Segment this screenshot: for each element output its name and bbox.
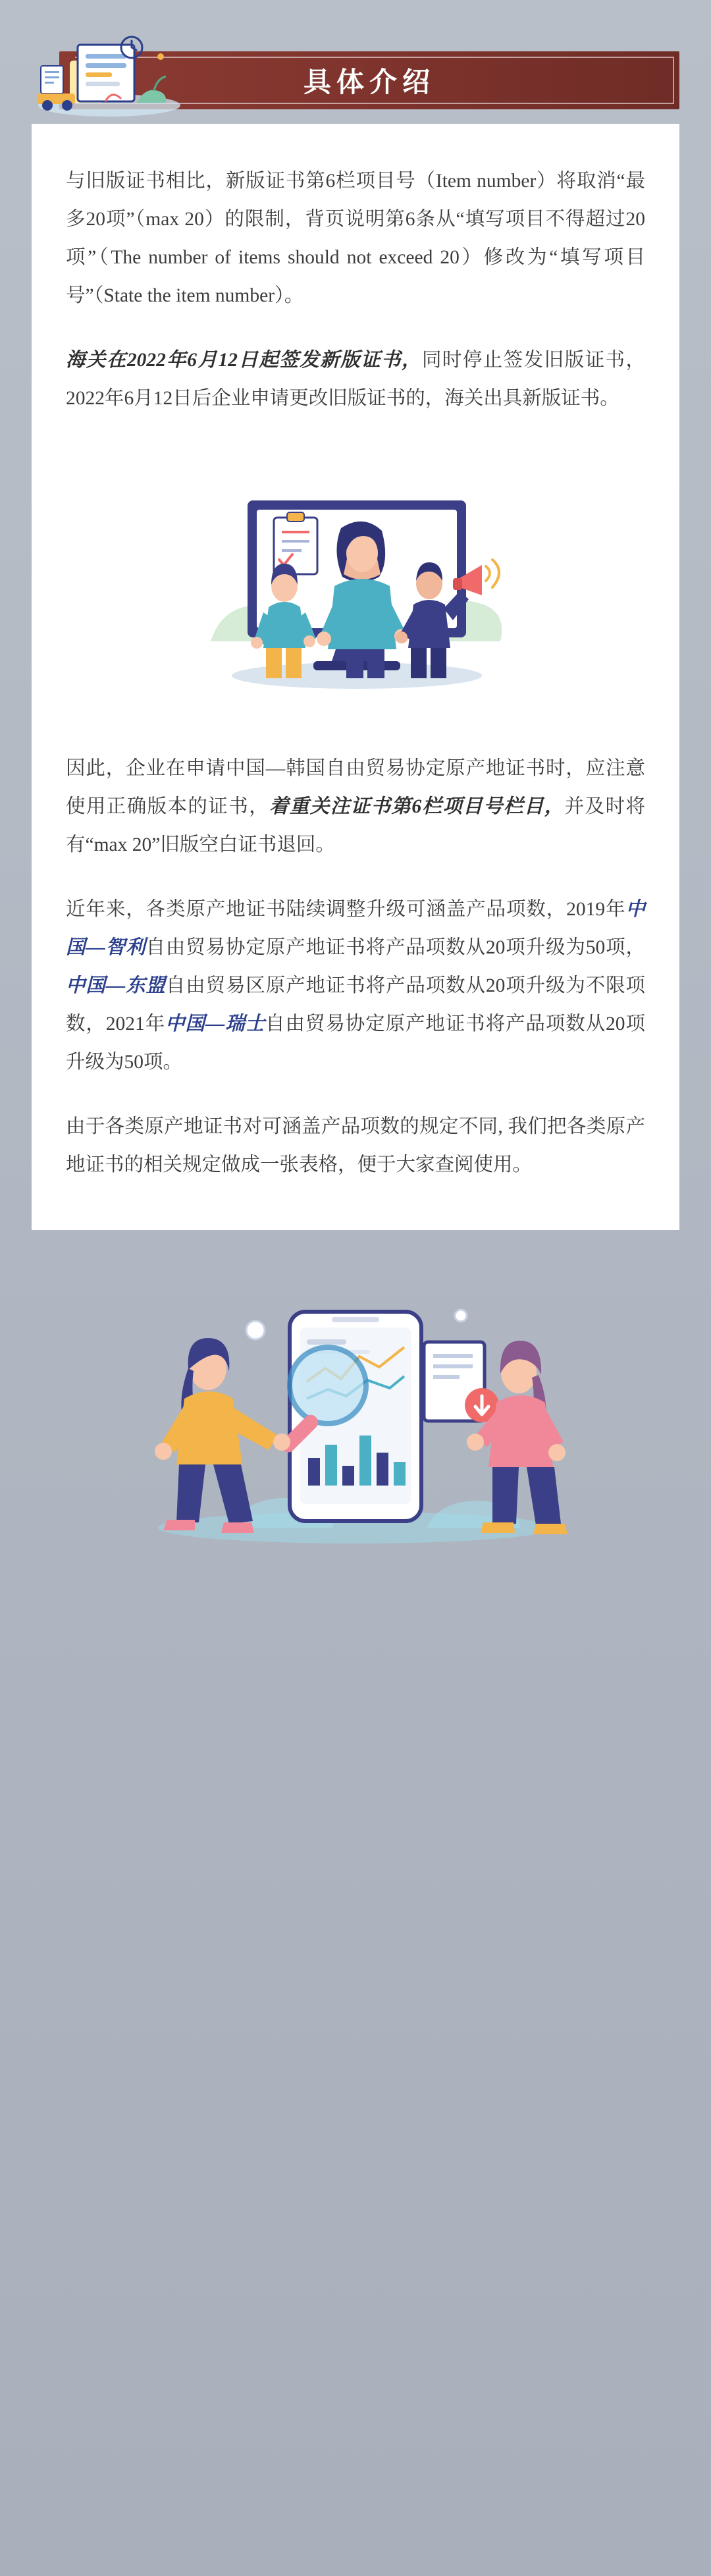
paragraph-1 xyxy=(66,162,645,315)
p4-run-7: 自由贸易协定原产地证书将产品项数从20项升级为50项。 xyxy=(66,1013,645,1073)
p4-run-2-country-chile: 中国—智利 xyxy=(66,899,645,958)
paragraph-5 xyxy=(66,1108,645,1184)
p2-run-2: 同时停止签发旧版证书，2022年6月12日后企业申请更改旧版证书的，海关出具新版证书。 xyxy=(66,350,645,409)
p4-run-3: 自由贸易协定原产地证书将产品项数从20项升级为50项， xyxy=(145,937,645,958)
people-around-monitor-illustration xyxy=(66,444,645,720)
p3-run-1: 因此，企业在申请中国—韩国自由贸易协定原产地证书时，应注意使用正确版本的证书， xyxy=(66,758,645,817)
p5-run-1: 由于各类原产地证书对可涵盖产品项数的规定不同, 我们把各类原产地证书的相关规定做成一张表格，便于大家查阅使用。 xyxy=(66,1116,645,1175)
p4-run-4-country-asean: 中国—东盟 xyxy=(66,975,166,996)
p2-run-1-emphasis: 海关在2022年6月12日起签发新版证书， xyxy=(66,350,422,371)
p4-run-5: 自由贸易区原产地证书将产品项数从20项升级为不限项数，2021年 xyxy=(66,975,645,1034)
article-card xyxy=(32,124,679,1230)
p4-run-1: 近年来，各类原产地证书陆续调整升级可涵盖产品项数，2019年 xyxy=(66,899,626,920)
p3-run-3: 并及时将有“max 20”旧版空白证书退回。 xyxy=(66,796,645,855)
desk-documents-illustration xyxy=(32,25,183,124)
paragraph-4 xyxy=(66,890,645,1081)
p1-run-1: 与旧版证书相比，新版证书第6栏项目号（Item number）将取消“最多20项”（max 20）的限制，背页说明第6条从“填写项目不得超过20项”（The number of items should not exceed 20）修改为“填写项目号”（State the item number）。 xyxy=(66,171,645,306)
paragraph-3 xyxy=(66,749,645,864)
p4-run-6-country-switzerland: 中国—瑞士 xyxy=(165,1013,266,1034)
paragraph-2 xyxy=(66,341,645,417)
phone-data-search-illustration xyxy=(32,1270,679,1553)
page-title: 具体介绍 xyxy=(303,68,435,98)
page-header xyxy=(32,25,679,124)
p3-run-2-emphasis: 着重关注证书第6栏项目号栏目， xyxy=(269,796,565,817)
